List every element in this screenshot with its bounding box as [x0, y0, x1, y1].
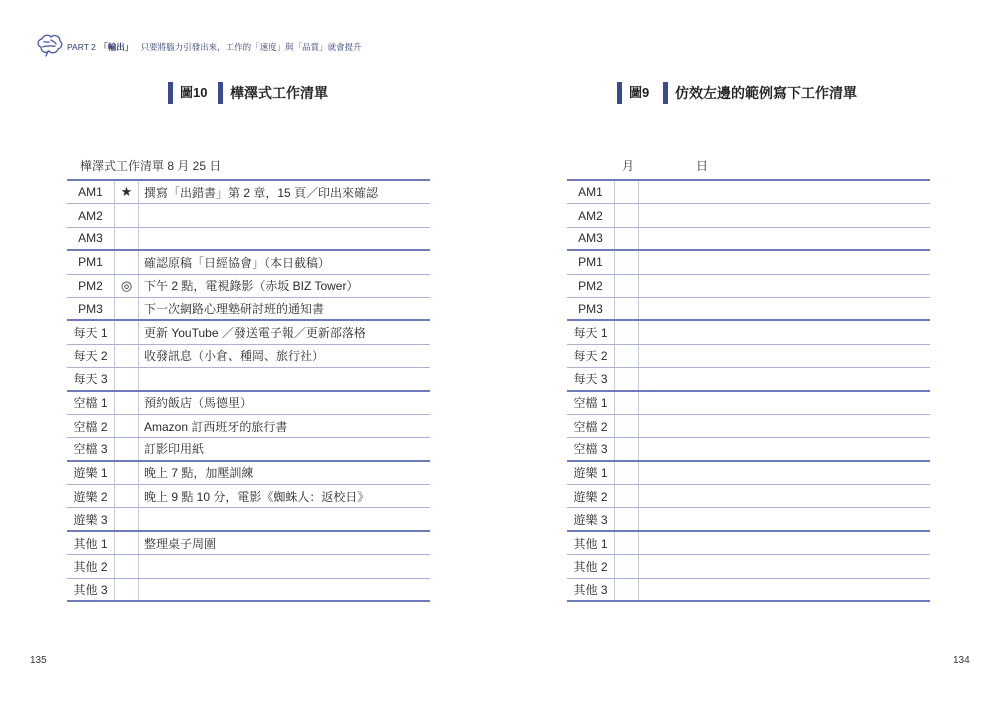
priority-mark — [115, 438, 139, 459]
table-row — [67, 345, 430, 368]
table-caption: 樺澤式工作清單 8 月 25 日 — [80, 159, 222, 173]
task-blank — [639, 321, 930, 343]
task-blank — [639, 462, 930, 484]
priority-mark — [115, 204, 139, 226]
table-row — [567, 181, 930, 204]
table-row — [567, 368, 930, 391]
table-row — [567, 321, 930, 344]
figure-title — [168, 82, 468, 104]
table-row — [67, 298, 430, 321]
table-row — [567, 251, 930, 274]
row-label: 遊樂 2 — [67, 485, 115, 507]
table-row — [567, 298, 930, 321]
task-text: 晚上 7 點，加壓訓練 — [144, 466, 254, 481]
task-blank — [639, 368, 930, 389]
priority-mark — [115, 508, 139, 529]
task-text: 下午 2 點，電視錄影（赤坂 BIZ Tower） — [144, 279, 359, 294]
title-bar — [663, 82, 668, 104]
table-row — [67, 508, 430, 531]
row-label: 空檔 2 — [567, 415, 615, 437]
mark-blank — [615, 275, 639, 297]
mark-blank — [615, 298, 639, 319]
task-text — [139, 555, 430, 577]
task-blank — [639, 345, 930, 367]
row-label: 遊樂 1 — [567, 462, 615, 484]
table-row — [567, 345, 930, 368]
table-row — [567, 415, 930, 438]
row-label: PM3 — [67, 298, 115, 319]
blank-task-list-table — [567, 179, 930, 602]
priority-mark — [115, 228, 139, 249]
task-blank — [639, 181, 930, 203]
table-row — [67, 368, 430, 391]
priority-mark — [115, 462, 139, 484]
title-bar — [218, 82, 223, 104]
mark-blank — [615, 462, 639, 484]
table-row — [567, 532, 930, 555]
section-label: 「輸出」 — [99, 42, 134, 52]
task-text: 下一次網路心理塾研討班的通知書 — [144, 302, 325, 317]
row-label: AM3 — [567, 228, 615, 249]
row-label: 其他 1 — [567, 532, 615, 554]
row-label: 空檔 1 — [67, 392, 115, 414]
row-label: 空檔 3 — [567, 438, 615, 459]
task-blank — [639, 415, 930, 437]
task-list-table — [67, 179, 430, 602]
row-label: PM2 — [567, 275, 615, 297]
mark-blank — [615, 438, 639, 459]
row-label: 其他 2 — [67, 555, 115, 577]
table-row — [567, 438, 930, 461]
priority-mark: ★ — [115, 181, 139, 203]
figure-number: 圖9 — [629, 85, 650, 100]
table-row — [67, 579, 430, 602]
priority-mark — [115, 321, 139, 343]
task-blank — [639, 438, 930, 459]
row-label: 空檔 2 — [67, 415, 115, 437]
mark-blank — [615, 508, 639, 529]
priority-mark — [115, 345, 139, 367]
row-label: 其他 3 — [67, 579, 115, 600]
row-label: 每天 2 — [567, 345, 615, 367]
task-blank — [639, 251, 930, 273]
row-label: AM1 — [567, 181, 615, 203]
row-label: AM3 — [67, 228, 115, 249]
row-label: 每天 1 — [567, 321, 615, 343]
row-label: 每天 2 — [67, 345, 115, 367]
table-row — [567, 485, 930, 508]
task-blank — [639, 532, 930, 554]
priority-mark — [115, 251, 139, 273]
mark-blank — [615, 555, 639, 577]
caption-day: 日 — [696, 159, 709, 173]
row-label: 遊樂 3 — [67, 508, 115, 529]
priority-mark — [115, 555, 139, 577]
task-text — [139, 368, 430, 389]
priority-mark — [115, 415, 139, 437]
chapter-subtitle: 只要將腦力引發出來，工作的「速度」與「品質」就會提升 — [140, 42, 362, 52]
task-blank — [639, 555, 930, 577]
row-label: AM1 — [67, 181, 115, 203]
priority-mark — [115, 392, 139, 414]
page-number: 134 — [953, 655, 970, 666]
row-label: 每天 3 — [567, 368, 615, 389]
table-row — [567, 228, 930, 251]
task-text: 收發訊息（小倉、種岡、旅行社） — [144, 349, 325, 364]
row-label: 其他 2 — [567, 555, 615, 577]
row-label: 其他 3 — [567, 579, 615, 600]
table-row — [67, 251, 430, 274]
mark-blank — [615, 392, 639, 414]
task-text: 撰寫「出錯書」第 2 章，15 頁／印出來確認 — [144, 185, 379, 200]
table-row — [67, 438, 430, 461]
row-label: AM2 — [567, 204, 615, 226]
table-row — [67, 392, 430, 415]
table-row — [567, 555, 930, 578]
page-number: 135 — [30, 655, 47, 666]
task-blank — [639, 204, 930, 226]
mark-blank — [615, 345, 639, 367]
part-label: PART 2 — [67, 42, 96, 52]
table-row — [567, 275, 930, 298]
mark-blank — [615, 368, 639, 389]
row-label: PM3 — [567, 298, 615, 319]
priority-mark: ◎ — [115, 275, 139, 297]
figure-number: 圖10 — [180, 85, 208, 100]
table-row — [567, 392, 930, 415]
row-label: 空檔 3 — [67, 438, 115, 459]
row-label: 遊樂 2 — [567, 485, 615, 507]
row-label: PM1 — [567, 251, 615, 273]
table-row — [567, 204, 930, 227]
title-bar — [617, 82, 622, 104]
task-text — [139, 508, 430, 529]
mark-blank — [615, 321, 639, 343]
table-row — [67, 485, 430, 508]
mark-blank — [615, 204, 639, 226]
running-header-text — [67, 41, 362, 53]
task-text: 整理桌子周圍 — [144, 536, 217, 551]
figure-heading: 樺澤式工作清單 — [230, 85, 328, 101]
task-text: 晚上 9 點 10 分，電影《蜘蛛人：返校日》 — [144, 489, 370, 504]
row-label: 遊樂 1 — [67, 462, 115, 484]
task-text: 預約飯店（馬德里） — [144, 396, 253, 411]
row-label: 每天 1 — [67, 321, 115, 343]
row-label: 空檔 1 — [567, 392, 615, 414]
row-label: PM1 — [67, 251, 115, 273]
table-row — [67, 228, 430, 251]
task-blank — [639, 392, 930, 414]
task-blank — [639, 485, 930, 507]
row-label: AM2 — [67, 204, 115, 226]
figure-heading: 仿效左邊的範例寫下工作清單 — [675, 85, 857, 101]
task-blank — [639, 228, 930, 249]
priority-mark — [115, 579, 139, 600]
task-text — [139, 204, 430, 226]
task-text: Amazon 訂西班牙的旅行書 — [144, 419, 288, 434]
priority-mark — [115, 298, 139, 319]
row-label: 遊樂 3 — [567, 508, 615, 529]
task-text — [139, 228, 430, 249]
mark-blank — [615, 251, 639, 273]
table-row — [67, 321, 430, 344]
task-text: 確認原稿「日經協會」（本日截稿） — [144, 255, 331, 270]
row-label: 每天 3 — [67, 368, 115, 389]
mark-blank — [615, 415, 639, 437]
table-row — [567, 462, 930, 485]
mark-blank — [615, 532, 639, 554]
table-row — [67, 204, 430, 227]
task-blank — [639, 275, 930, 297]
table-row — [67, 532, 430, 555]
task-text: 訂影印用紙 — [144, 442, 205, 457]
priority-mark — [115, 532, 139, 554]
table-row — [67, 181, 430, 204]
table-row — [67, 462, 430, 485]
title-bar — [168, 82, 173, 104]
task-text: 更新 YouTube ／發送電子報／更新部落格 — [144, 326, 366, 341]
table-row — [67, 275, 430, 298]
row-label: 其他 1 — [67, 532, 115, 554]
figure-title — [617, 82, 917, 104]
task-blank — [639, 508, 930, 529]
mark-blank — [615, 579, 639, 600]
task-blank — [639, 579, 930, 600]
mark-blank — [615, 485, 639, 507]
priority-mark — [115, 485, 139, 507]
caption-month: 月 — [622, 159, 635, 173]
table-row — [567, 579, 930, 602]
task-text — [139, 579, 430, 600]
table-row — [67, 415, 430, 438]
priority-mark — [115, 368, 139, 389]
mark-blank — [615, 228, 639, 249]
task-blank — [639, 298, 930, 319]
table-row — [67, 555, 430, 578]
row-label: PM2 — [67, 275, 115, 297]
table-row — [567, 508, 930, 531]
mark-blank — [615, 181, 639, 203]
right-page — [500, 0, 999, 709]
brain-icon — [35, 33, 63, 57]
